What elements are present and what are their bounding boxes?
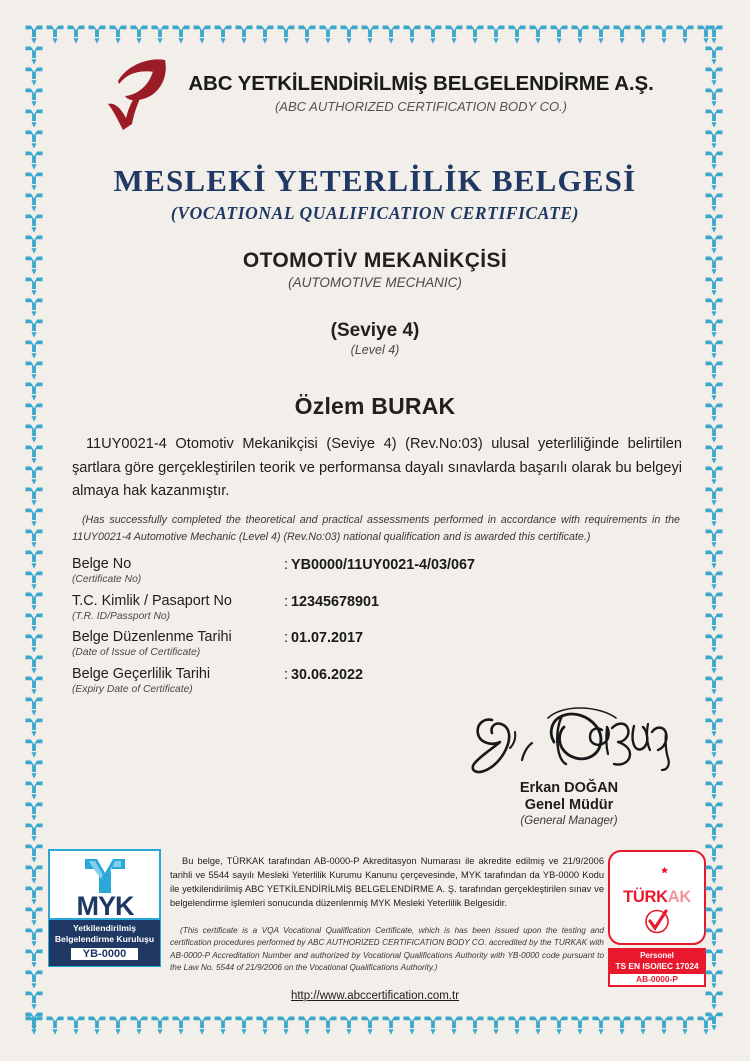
company-name: ABC YETKİLENDİRİLMİŞ BELGELENDİRME A.Ş. xyxy=(188,72,654,95)
field-value-text: 12345678901 xyxy=(291,593,380,610)
svg-text:MYK: MYK xyxy=(76,891,133,917)
turkak-logo-box xyxy=(608,850,706,945)
turkak-scope-banner xyxy=(608,948,706,988)
field-colon: : xyxy=(284,666,288,683)
field-row-id-passport-no xyxy=(72,593,632,624)
field-value-text: 30.06.2022 xyxy=(291,666,364,683)
footer-website-url xyxy=(0,986,750,1004)
field-value xyxy=(284,593,379,610)
turkak-accreditation-badge xyxy=(608,850,706,987)
level-block xyxy=(0,320,750,357)
body-paragraph-english: (Has successfully completed the theoretical and practical assessments performed in accordance with requirements in the 11UY0021-4 Automotive Mechanic (Level 4) (Rev.No:03) national qualification and is awarded this certificate.) xyxy=(72,514,680,543)
crescent-star-icon xyxy=(640,857,674,883)
holder-name: Özlem BURAK xyxy=(294,393,456,419)
certificate-header xyxy=(0,52,750,134)
page-title: MESLEKİ YETERLİLİK BELGESİ xyxy=(113,163,637,198)
field-value-text: 01.07.2017 xyxy=(291,630,364,646)
footer-paragraph-turkish: Bu belge, TÜRKAK tarafından AB-0000-P Akreditasyon Numarası ile akredite edilmiş ve 21/9/2006 tarihli ve 5544 sayılı Mesleki Yeterlilik Kurumu Kanunu çerçevesinde, MYK tarafından da YB-0000 Kodu ile yetkilendirilmiş ABC YETKİLENDİRİLMİŞ BELGELENDİRME A. Ş. tarafından gerçekleştirilen sınav ve belgelendirme işlemleri sonucunda düzenlenmiş MYK Mesleki Yeterlilik Belgesidir. xyxy=(170,856,604,909)
field-label: T.C. Kimlik / Pasaport No xyxy=(72,592,232,609)
turkak-banner-line1: Personel xyxy=(640,950,674,960)
field-label: Belge No xyxy=(72,556,132,572)
field-label-group xyxy=(72,556,284,587)
footer-paragraph-english: (This certificate is a VQA Vocational Qualification Certificate, which is has been issued upon the testing and certification procedures performed by ABC AUTHORIZED CERTIFICATION BODY CO. accredited by the TURKAK with AB-0000-P Accreditation Number and authorized by Vocational Qualifications Authority with YB-0000 code pursuant to the Law No. 5544 of 21/9/2006 on the Vocational Qualifications Authority.) xyxy=(170,926,604,972)
website-link[interactable]: http://www.abccertification.com.tr xyxy=(290,990,460,1002)
field-colon: : xyxy=(284,557,288,573)
decorative-border-top xyxy=(24,24,726,46)
field-colon: : xyxy=(284,630,288,646)
field-colon: : xyxy=(284,593,288,610)
field-value-text: YB0000/11UY0021-4/03/067 xyxy=(291,557,476,573)
check-circle-icon xyxy=(642,908,672,935)
field-label-english: (T.R. ID/Passport No) xyxy=(72,610,171,622)
myk-banner-line2: Belgelendirme Kuruluşu xyxy=(54,933,155,944)
field-row-issue-date xyxy=(72,629,632,660)
occupation-block xyxy=(0,249,750,290)
occupation-name: OTOMOTİV MEKANİKÇİSİ xyxy=(242,249,508,272)
certificate-details-list xyxy=(72,556,632,702)
myk-authorization-code: YB-0000 xyxy=(70,947,139,961)
company-name-english: (ABC AUTHORIZED CERTIFICATION BODY CO.) xyxy=(274,99,568,114)
field-label-group xyxy=(72,593,284,624)
leaf-checkmark-icon xyxy=(96,52,174,134)
handwritten-signature-icon xyxy=(462,702,676,778)
myk-banner-line1: Yetkilendirilmiş xyxy=(72,923,137,933)
myk-trident-y-icon xyxy=(59,855,151,917)
level-value: (Seviye 4) xyxy=(330,320,420,341)
field-label-english: (Certificate No) xyxy=(72,574,142,586)
myk-accreditation-badge xyxy=(48,849,161,967)
page-title-english: (VOCATIONAL QUALIFICATION CERTIFICATE) xyxy=(170,203,580,223)
turkak-word-part2: AK xyxy=(667,888,691,906)
occupation-name-english: (AUTOMOTIVE MECHANIC) xyxy=(288,275,462,290)
certificate-title-block xyxy=(0,163,750,224)
field-row-certificate-no xyxy=(72,556,632,587)
field-label-group xyxy=(72,629,284,660)
field-value xyxy=(284,666,363,683)
field-label-group xyxy=(72,666,284,697)
myk-authorization-banner xyxy=(48,920,161,967)
company-identity xyxy=(188,72,653,114)
field-value xyxy=(284,556,475,573)
turkak-banner-line2: TS EN ISO/IEC 17024 xyxy=(615,961,699,972)
field-row-expiry-date xyxy=(72,666,632,697)
decorative-border-bottom xyxy=(24,1015,726,1037)
signatory-role-english: (General Manager) xyxy=(520,815,618,827)
body-paragraph-turkish: 11UY0021-4 Otomotiv Mekanikçisi (Seviye 4) (Rev.No:03) ulusal yeterliliğinde belirtilen şartlara göre gerçekleştirilen teorik ve performansa dayalı sınavlarda başarılı olarak bu belgeyi almaya hak kazanmıştır. xyxy=(72,436,682,500)
level-value-english: (Level 4) xyxy=(350,343,400,357)
signature-block xyxy=(454,702,684,827)
field-label: Belge Geçerlilik Tarihi xyxy=(72,665,211,682)
turkak-accreditation-code: AB-0000-P xyxy=(610,973,704,986)
turkak-word-part1: TÜRK xyxy=(623,888,668,906)
field-label-english: (Expiry Date of Certificate) xyxy=(72,683,193,695)
field-label: Belge Düzenlenme Tarihi xyxy=(72,629,232,645)
signatory-role: Genel Müdür xyxy=(524,797,614,813)
myk-logo-box xyxy=(48,849,161,920)
field-label-english: (Date of Issue of Certificate) xyxy=(72,647,201,659)
field-value xyxy=(284,629,363,646)
signatory-name: Erkan DOĞAN xyxy=(519,780,619,796)
turkak-wordmark xyxy=(612,889,702,906)
